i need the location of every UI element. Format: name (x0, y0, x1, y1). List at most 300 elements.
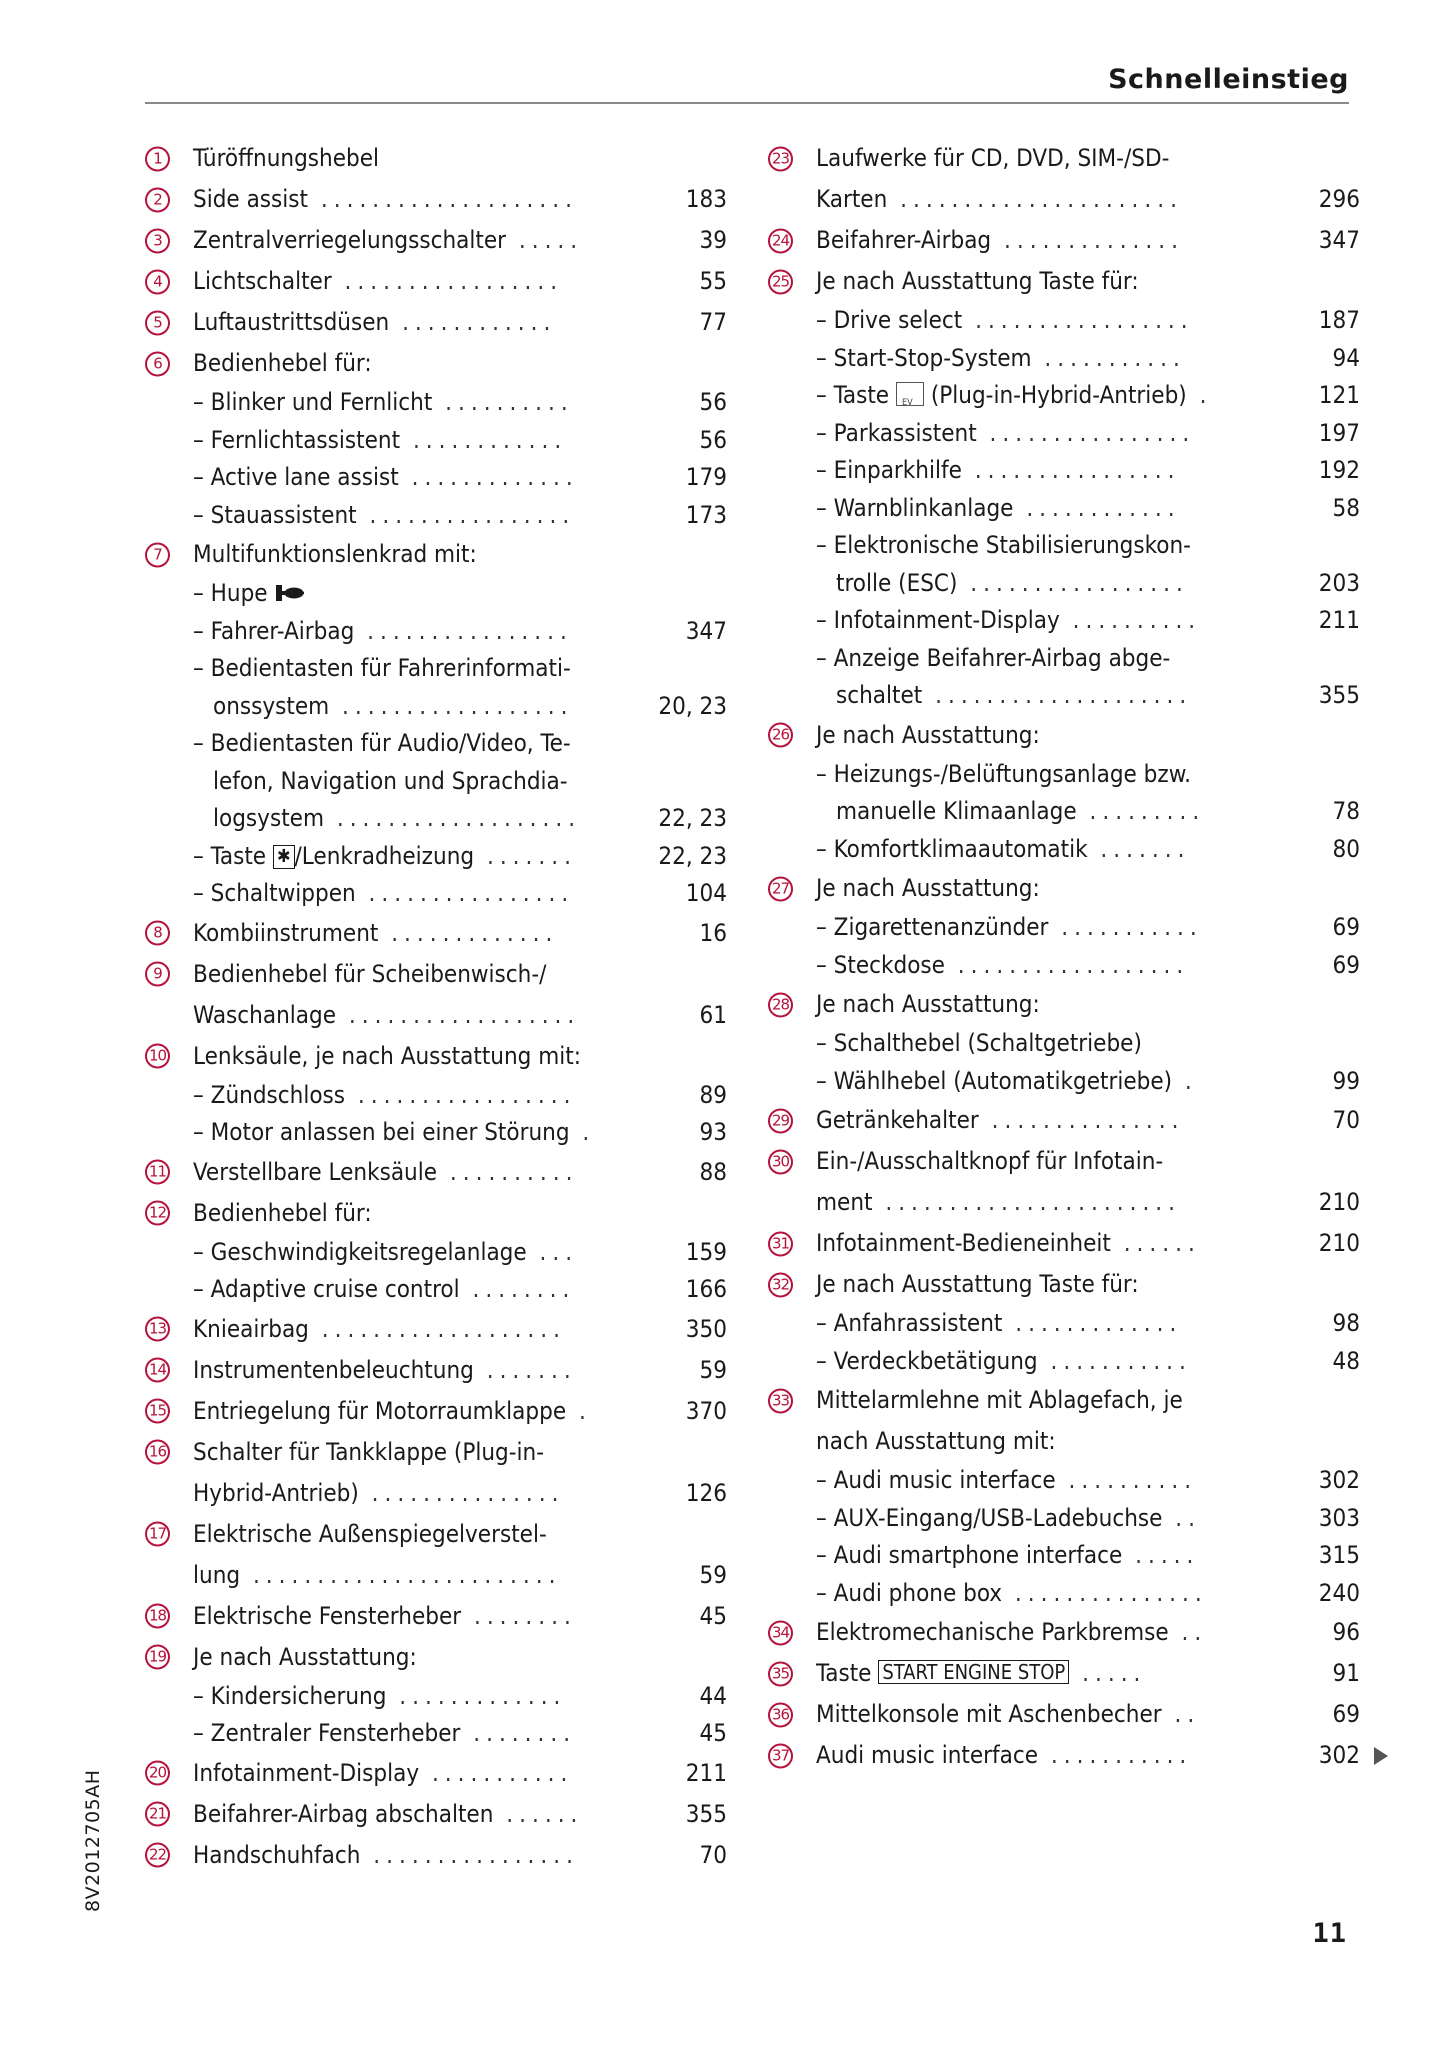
page-reference[interactable]: 347 (1318, 226, 1360, 254)
item-label (213, 800, 581, 838)
item-label (836, 793, 1205, 831)
legend-item-1 (145, 138, 725, 179)
legend-item-37 (768, 1735, 1360, 1776)
item-label (816, 179, 1183, 220)
sub-item-line (145, 800, 725, 838)
page-reference[interactable]: 350 (685, 1314, 727, 1343)
item-label (816, 138, 1169, 179)
item-line (768, 1421, 1360, 1462)
leader-dots: ........ (459, 1275, 576, 1303)
item-label (213, 688, 573, 726)
page-reference[interactable]: 166 (685, 1275, 727, 1303)
page-number: 11 (1312, 1918, 1347, 1949)
item-line (145, 343, 725, 384)
page-reference[interactable]: 69 (1332, 913, 1360, 941)
item-label-text: – Hupe (193, 579, 268, 607)
leader-dots: ............... (358, 1478, 565, 1507)
callout-number-badge: 2 (145, 187, 170, 212)
page-reference[interactable]: 315 (1318, 1541, 1360, 1569)
sub-item-line (768, 340, 1360, 378)
page-reference[interactable]: 56 (699, 388, 727, 416)
leader-dots: .................. (329, 691, 574, 720)
leader-dots: ................ (961, 456, 1181, 484)
item-label (193, 1350, 577, 1391)
item-line (145, 995, 725, 1036)
item-label-text: Je nach Ausstattung: (816, 720, 1040, 749)
item-label-text: – Verdeckbetätigung (816, 1346, 1038, 1375)
legend-item-27 (768, 868, 1360, 984)
leader-dots: ....... (1087, 834, 1191, 863)
page-reference[interactable]: 48 (1332, 1346, 1360, 1375)
leader-dots: ..... (1122, 1541, 1200, 1569)
callout-number-badge: 4 (145, 269, 170, 294)
legend-item-13 (145, 1309, 725, 1350)
item-label-text: Infotainment-Bedieneinheit (816, 1229, 1111, 1257)
sub-item-line (145, 763, 725, 801)
page-reference[interactable]: 347 (685, 616, 727, 645)
item-line (768, 1223, 1360, 1264)
callout-number-badge: 33 (768, 1388, 793, 1413)
page-reference[interactable]: 104 (685, 879, 727, 907)
leader-dots: .................. (944, 950, 1190, 979)
page-reference[interactable]: 69 (1332, 950, 1360, 979)
callout-number-badge: 35 (768, 1661, 793, 1686)
page-reference[interactable]: 88 (699, 1157, 727, 1186)
leader-dots: .. (1162, 1503, 1202, 1532)
item-label-text: – Fernlichtassistent (193, 425, 401, 454)
sub-item-line (768, 377, 1360, 415)
item-label-text: – Bedientasten für Fahrerinformati- (193, 654, 571, 682)
leader-dots: .................... (308, 185, 578, 213)
page-reference[interactable]: 20, 23 (658, 691, 727, 720)
page-reference[interactable]: 45 (699, 1719, 727, 1747)
item-label (193, 1678, 566, 1716)
legend-item-16 (145, 1432, 725, 1514)
item-label-text: Elektrische Außenspiegelverstel- (193, 1519, 547, 1548)
sub-item-line (145, 875, 725, 913)
item-label-text: Karten (816, 185, 888, 213)
page-reference[interactable]: 192 (1318, 456, 1360, 484)
item-label (816, 490, 1181, 528)
leader-dots: ................. (345, 1080, 577, 1109)
sub-item-line (768, 565, 1360, 603)
item-line (145, 220, 725, 261)
item-label-text: – Wählhebel (Automatikgetriebe) (816, 1066, 1173, 1095)
item-label-text: lefon, Navigation und Sprachdia- (213, 766, 568, 795)
item-label-text: Mittelkonsole mit Aschenbecher (816, 1700, 1162, 1728)
item-label (193, 1473, 564, 1514)
item-label (193, 1152, 578, 1193)
item-line (145, 1193, 725, 1234)
item-label (816, 1343, 1192, 1381)
page-reference[interactable]: 159 (685, 1237, 727, 1266)
sub-item-line (768, 1500, 1360, 1538)
leader-dots: . (1186, 381, 1213, 409)
item-label-text: Lichtschalter (193, 267, 332, 295)
callout-number-badge: 3 (145, 228, 170, 253)
callout-number-badge: 14 (145, 1358, 170, 1383)
item-line (768, 868, 1360, 909)
sub-item-line (768, 602, 1360, 640)
item-label (816, 1612, 1207, 1653)
sub-item-line (145, 1114, 725, 1152)
item-label-text: – Infotainment-Display (816, 606, 1060, 634)
item-line (145, 261, 725, 302)
legend-item-30 (768, 1141, 1360, 1223)
item-label (816, 261, 1139, 302)
page-reference[interactable]: 70 (1332, 1106, 1360, 1134)
callout-number-badge: 36 (768, 1702, 793, 1727)
page-reference[interactable]: 59 (699, 1355, 727, 1384)
page-reference[interactable]: 355 (685, 1799, 727, 1828)
item-label-text: Verstellbare Lenksäule (193, 1157, 438, 1186)
item-label-text: Türöffnungshebel (193, 144, 379, 172)
item-label (193, 1555, 561, 1596)
item-label (816, 1025, 1142, 1063)
page-reference[interactable]: 56 (699, 425, 727, 454)
leader-dots: .................... (922, 681, 1193, 709)
leader-dots: ......... (1076, 797, 1206, 825)
page-reference[interactable]: 89 (699, 1080, 727, 1109)
leader-dots: ................. (957, 568, 1189, 597)
sub-item-line (768, 527, 1360, 565)
sub-item-line (768, 1537, 1360, 1575)
sub-item-line (145, 725, 725, 763)
leader-dots: ........ (460, 1719, 577, 1747)
section-title: Schnelleinstieg (1108, 64, 1349, 95)
leader-dots: ............ (389, 308, 557, 336)
leader-dots: ................ (360, 1840, 579, 1869)
item-label (193, 384, 574, 422)
page-reference[interactable]: 126 (685, 1478, 727, 1507)
legend-item-33 (768, 1380, 1360, 1612)
page-reference[interactable]: 179 (685, 463, 727, 491)
leader-dots: ............. (1002, 1309, 1183, 1337)
legend-item-22 (145, 1835, 725, 1876)
page-reference[interactable]: 77 (699, 308, 727, 336)
item-label-text: Zentralverriegelungsschalter (193, 226, 506, 254)
legend-item-2 (145, 179, 725, 220)
callout-number-badge: 16 (145, 1440, 170, 1465)
leader-dots: ..... (506, 226, 584, 254)
legend-column-right (768, 138, 1360, 1776)
legend-item-11 (145, 1152, 725, 1193)
item-label-text: Beifahrer-Airbag (816, 226, 992, 254)
page-reference[interactable]: 210 (1318, 1229, 1360, 1257)
page-reference[interactable]: 240 (1318, 1578, 1360, 1607)
item-label-text: Waschanlage (193, 1000, 337, 1029)
item-label (816, 1380, 1183, 1421)
item-label (193, 1637, 417, 1678)
sub-item-line (768, 1025, 1360, 1063)
page-reference[interactable]: 302 (1318, 1741, 1360, 1769)
start-engine-stop-key-icon: START ENGINE STOP (878, 1660, 1069, 1684)
item-line (145, 913, 725, 954)
item-label-text: – Geschwindigkeitsregelanlage (193, 1237, 527, 1266)
item-label (193, 1114, 595, 1152)
legend-item-24 (768, 220, 1360, 261)
item-label (816, 1063, 1198, 1101)
item-label-text: – Active lane assist (193, 463, 399, 491)
item-line (768, 179, 1360, 220)
callout-number-badge: 13 (145, 1317, 170, 1342)
item-label-text: – Anfahrassistent (816, 1309, 1003, 1337)
page-reference[interactable]: 98 (1332, 1309, 1360, 1337)
item-label (816, 1421, 1056, 1462)
legend-item-32 (768, 1264, 1360, 1380)
item-label (193, 575, 306, 615)
page-reference[interactable]: 69 (1332, 1700, 1360, 1728)
item-label-text: Lenksäule, je nach Ausstattung mit: (193, 1041, 582, 1070)
page-reference[interactable]: 93 (699, 1118, 727, 1146)
page-reference[interactable]: 45 (699, 1601, 727, 1630)
item-label (193, 1077, 576, 1115)
callout-number-badge: 34 (768, 1620, 793, 1645)
callout-number-badge: 28 (768, 992, 793, 1017)
sub-item-line (768, 490, 1360, 528)
legend-item-20 (145, 1753, 725, 1794)
legend-column-left (145, 138, 725, 1876)
item-label (816, 415, 1195, 453)
legend-item-17 (145, 1514, 725, 1596)
page-reference[interactable]: 39 (699, 226, 727, 254)
item-label (193, 1596, 577, 1637)
leader-dots: .............. (991, 226, 1184, 254)
item-line (145, 1514, 725, 1555)
page-reference[interactable]: 370 (685, 1396, 727, 1425)
page-reference[interactable]: 16 (699, 918, 727, 947)
item-label-text: – Taste (193, 841, 267, 870)
item-line (768, 984, 1360, 1025)
leader-dots: ........ (461, 1601, 577, 1630)
item-line (145, 1391, 725, 1432)
item-line (145, 1596, 725, 1637)
header-divider (145, 102, 1349, 104)
leader-dots: ...... (493, 1799, 584, 1828)
item-label-text: – Steckdose (816, 950, 945, 979)
sub-item-line (145, 497, 725, 535)
page-reference[interactable]: 96 (1332, 1618, 1360, 1646)
leader-dots: . (569, 1118, 596, 1146)
sub-item-line (768, 302, 1360, 340)
item-label (816, 527, 1191, 565)
sub-item-line (145, 384, 725, 422)
item-label-text: – Start-Stop-System (816, 343, 1032, 372)
callout-number-badge: 37 (768, 1743, 793, 1768)
callout-number-badge: 18 (145, 1604, 170, 1629)
page-reference[interactable]: 303 (1318, 1503, 1360, 1532)
leader-dots: ........... (1048, 913, 1203, 941)
item-line (145, 534, 725, 575)
legend-item-10 (145, 1036, 725, 1152)
leader-dots: ............ (1013, 493, 1181, 522)
item-label (193, 1514, 547, 1555)
item-label-text: Entriegelung für Motorraumklappe (193, 1396, 567, 1425)
page-reference[interactable]: 203 (1318, 568, 1360, 597)
item-label (193, 995, 580, 1036)
callout-number-badge: 15 (145, 1399, 170, 1424)
page-reference[interactable]: 183 (685, 185, 727, 213)
callout-number-badge: 1 (145, 146, 170, 171)
item-label-text: Laufwerke für CD, DVD, SIM-/SD- (816, 144, 1170, 172)
sub-item-line (768, 415, 1360, 453)
page-reference[interactable]: 296 (1318, 185, 1360, 213)
item-label-text: – Stauassistent (193, 500, 357, 529)
item-label-text: onssystem (213, 691, 330, 720)
item-label-text: – Motor anlassen bei einer Störung (193, 1118, 570, 1146)
page-reference[interactable]: 173 (685, 500, 727, 529)
item-label (816, 756, 1191, 794)
leader-dots: .......... (437, 1157, 579, 1186)
callout-number-badge: 12 (145, 1201, 170, 1226)
item-line (145, 1473, 725, 1514)
sub-item-line (768, 793, 1360, 831)
legend-item-7 (145, 534, 725, 913)
page-reference[interactable]: 302 (1318, 1466, 1360, 1494)
item-line (768, 1612, 1360, 1653)
item-label (193, 1271, 575, 1309)
item-label-text: – Elektronische Stabilisierungskon- (816, 531, 1191, 559)
item-label-text: – Heizungs-/Belüftungsanlage bzw. (816, 759, 1192, 788)
leader-dots: ............... (978, 1106, 1185, 1134)
callout-number-badge: 30 (768, 1149, 793, 1174)
legend-item-36 (768, 1694, 1360, 1735)
callout-number-badge: 21 (145, 1802, 170, 1827)
legend-item-28 (768, 984, 1360, 1100)
item-label (193, 725, 571, 763)
sub-item-line (768, 677, 1360, 715)
item-label (193, 1234, 578, 1272)
item-label (816, 377, 1212, 415)
legend-item-31 (768, 1223, 1360, 1264)
item-label-text: Schalter für Tankklappe (Plug-in- (193, 1437, 545, 1466)
legend-item-15 (145, 1391, 725, 1432)
item-label (193, 534, 477, 575)
item-label-text: Knieairbag (193, 1314, 309, 1343)
item-label-text: Bedienhebel für: (193, 349, 372, 377)
item-line (145, 138, 725, 179)
item-label-text: Getränkehalter (816, 1106, 979, 1134)
sub-item-line (768, 1063, 1360, 1101)
item-line (768, 1141, 1360, 1182)
item-line (768, 261, 1360, 302)
sub-item-line (145, 613, 725, 651)
item-label-text: Hybrid-Antrieb) (193, 1478, 359, 1507)
page-reference[interactable]: 187 (1318, 306, 1360, 334)
leader-dots: ................. (331, 267, 564, 295)
item-label (816, 302, 1194, 340)
page-reference[interactable]: 22, 23 (658, 841, 727, 870)
page-reference[interactable]: 55 (699, 267, 727, 295)
item-label-text: – Warnblinkanlage (816, 493, 1014, 522)
item-line (768, 1735, 1360, 1776)
page-reference[interactable]: 91 (1332, 1659, 1360, 1687)
item-label (816, 1223, 1201, 1264)
leader-dots: . (566, 1396, 592, 1425)
sub-item-line (145, 1077, 725, 1115)
item-label (816, 1264, 1139, 1305)
item-line (768, 1182, 1360, 1223)
leader-dots: .......... (1059, 606, 1202, 634)
item-label-text: logsystem (213, 804, 324, 832)
item-line (145, 1152, 725, 1193)
item-label (816, 340, 1186, 378)
page-reference[interactable]: 121 (1318, 381, 1360, 409)
legend-item-6 (145, 343, 725, 534)
sub-item-line (768, 909, 1360, 947)
item-label-text: trolle (ESC) (836, 568, 958, 597)
item-line (768, 1653, 1360, 1694)
page-reference[interactable]: 58 (1332, 493, 1360, 522)
item-label (816, 1100, 1184, 1141)
page-reference[interactable]: 44 (699, 1681, 727, 1710)
legend-item-18 (145, 1596, 725, 1637)
legend-item-35 (768, 1653, 1360, 1694)
item-label (193, 1753, 573, 1794)
item-label (193, 1715, 576, 1753)
callout-number-badge: 8 (145, 921, 170, 946)
page-reference[interactable]: 197 (1318, 418, 1360, 447)
legend-item-9 (145, 954, 725, 1036)
callout-number-badge: 29 (768, 1108, 793, 1133)
item-label-text: – Drive select (816, 306, 963, 334)
leader-dots: ............. (378, 918, 559, 947)
item-label (816, 831, 1190, 869)
leader-dots: ...................... (887, 185, 1183, 213)
item-label-text: Side assist (193, 185, 309, 213)
page-reference[interactable]: 94 (1332, 343, 1360, 372)
leader-dots: .. (1168, 1618, 1208, 1646)
page-reference[interactable]: 211 (1318, 606, 1360, 634)
page-reference[interactable]: 355 (1318, 681, 1360, 709)
page-reference[interactable]: 22, 23 (658, 804, 727, 832)
leader-dots: ...... (1110, 1229, 1201, 1257)
item-label-text: manuelle Klimaanlage (836, 797, 1077, 825)
item-line (145, 1794, 725, 1835)
sub-item-line (145, 1678, 725, 1716)
page-reference[interactable]: 70 (699, 1840, 727, 1869)
page-reference[interactable]: 59 (699, 1560, 727, 1589)
callout-number-badge: 6 (145, 351, 170, 376)
item-label-text: lung (193, 1560, 241, 1589)
item-label-text: – Adaptive cruise control (193, 1275, 460, 1303)
item-line (768, 220, 1360, 261)
sub-item-line (145, 459, 725, 497)
page-reference[interactable]: 99 (1332, 1066, 1360, 1095)
item-label-text: /Lenkradheizung (294, 841, 475, 870)
callout-number-badge: 20 (145, 1761, 170, 1786)
sub-item-line (145, 1271, 725, 1309)
page-reference[interactable]: 211 (685, 1758, 727, 1787)
snowflake-key-icon: ✱ (273, 845, 295, 869)
callout-number-badge: 26 (768, 723, 793, 748)
item-line (768, 1694, 1360, 1735)
item-label-text: Handschuhfach (193, 1840, 361, 1869)
item-label-text: Infotainment-Display (193, 1758, 420, 1787)
item-label (193, 302, 556, 343)
callout-number-badge: 27 (768, 876, 793, 901)
item-label (213, 763, 568, 801)
item-label-text: ment (816, 1188, 873, 1216)
item-label-text: – Fahrer-Airbag (193, 616, 355, 645)
page-reference[interactable]: 61 (699, 1000, 727, 1029)
document-code: 8V2012705AH (82, 1769, 104, 1912)
page-reference[interactable]: 210 (1318, 1188, 1360, 1216)
page-reference[interactable]: 80 (1332, 834, 1360, 863)
item-label (193, 954, 546, 995)
item-label (193, 1309, 566, 1350)
page-reference[interactable]: 78 (1332, 797, 1360, 825)
